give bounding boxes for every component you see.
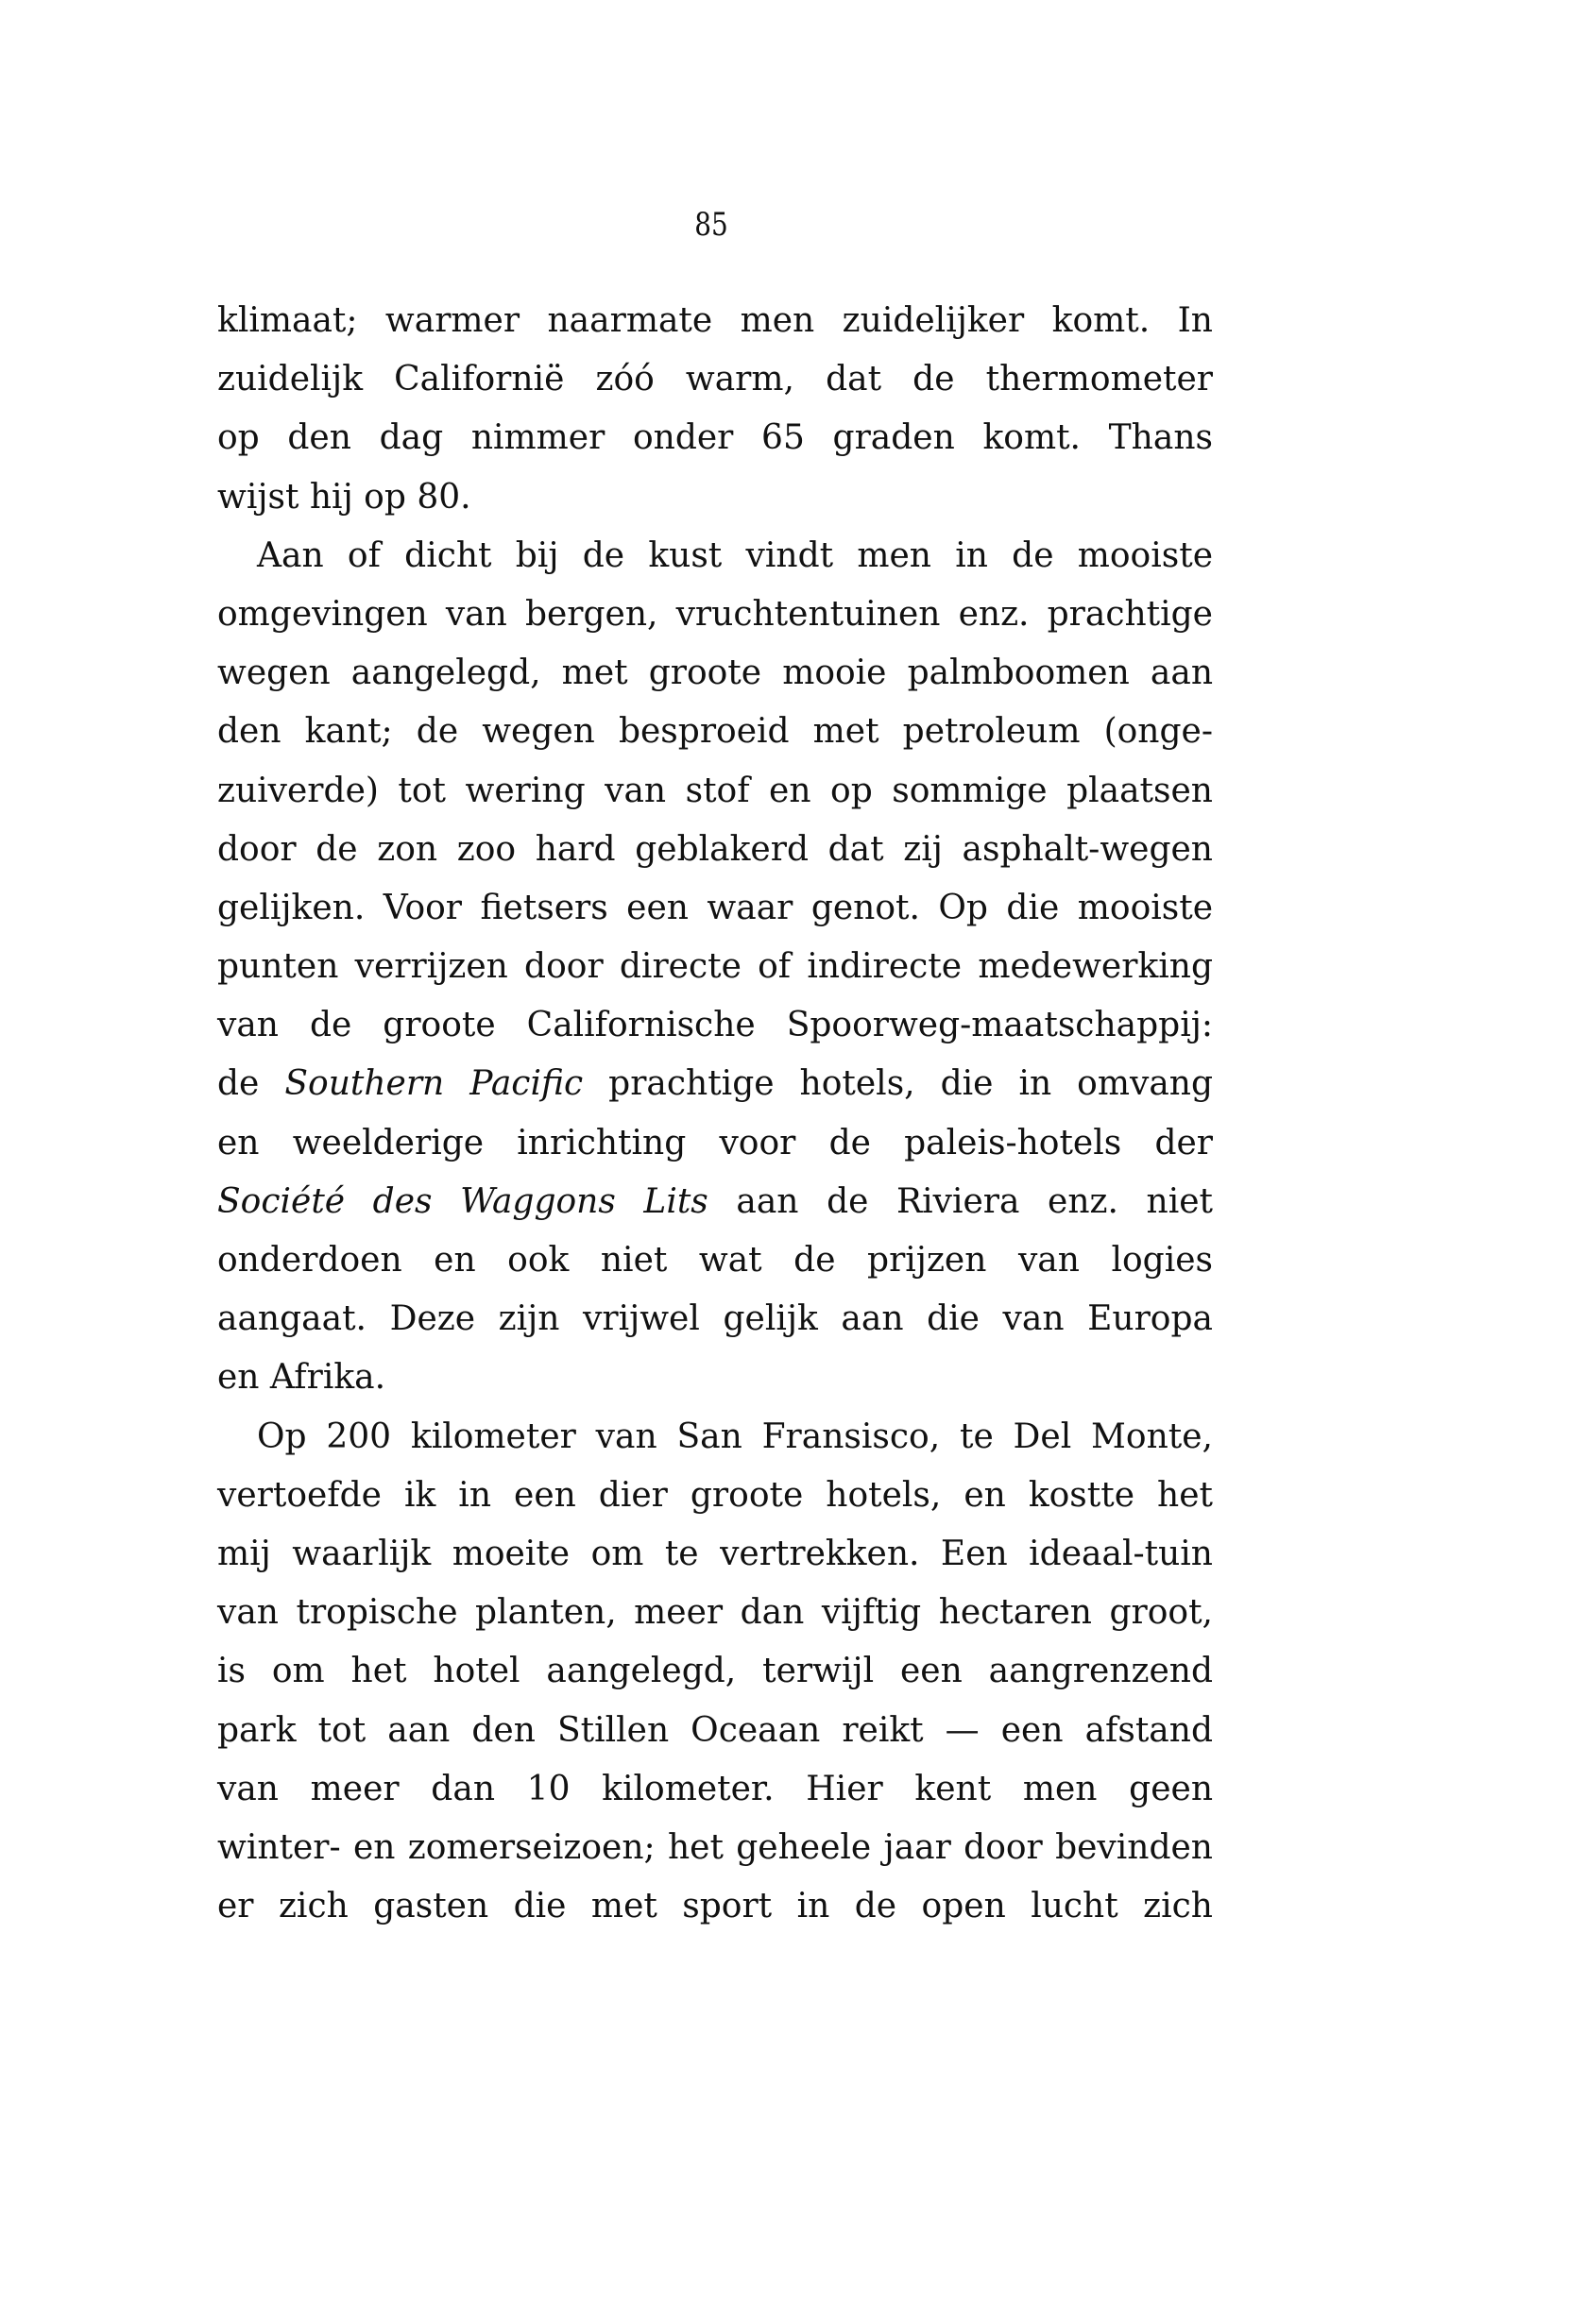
- text-segment: prachtige hotels, die in omvang: [583, 1064, 1214, 1104]
- text-line: [217, 1642, 1213, 1701]
- text-line: [217, 1231, 1213, 1290]
- text-line: [217, 996, 1213, 1055]
- text-line: [217, 879, 1213, 938]
- italic-text: Southern Pacific: [284, 1064, 584, 1104]
- text-segment: Op 200 kilometer van San Fransisco, te Del Monte,: [257, 1416, 1213, 1456]
- text-line: [217, 644, 1213, 703]
- text-segment: de: [217, 1064, 285, 1104]
- text-segment: zuidelijk Californië zóó warm, dat de thermometer: [217, 360, 1213, 399]
- text-segment: van de groote Californische Spoorweg-maatschappij:: [217, 1006, 1213, 1045]
- text-segment: van meer dan 10 kilometer. Hier kent men geen: [217, 1769, 1213, 1808]
- text-segment: op den dag nimmer onder 65 graden komt. Thans: [217, 418, 1213, 458]
- text-line: [217, 1114, 1213, 1173]
- text-line: [217, 1525, 1213, 1584]
- text-segment: omgevingen van bergen, vruchtentuinen enz. prachtige: [217, 594, 1213, 634]
- text-line: [217, 938, 1213, 996]
- text-segment: vertoefde ik in een dier groote hotels, en kostte het: [217, 1475, 1213, 1515]
- text-line: [217, 292, 1213, 350]
- text-segment: gelijken. Voor fietsers een waar genot. Op die mooiste: [217, 888, 1213, 927]
- text-line: [217, 585, 1213, 644]
- text-segment: en weelderige inrichting voor de paleis-hotels der: [217, 1123, 1213, 1162]
- text-line: [217, 762, 1213, 821]
- text-line: [217, 1290, 1213, 1349]
- text-segment: wegen aangelegd, met groote mooie palmboomen aan: [217, 653, 1213, 693]
- text-line: [217, 1467, 1213, 1525]
- body-text: [217, 292, 1213, 1936]
- text-segment: is om het hotel aangelegd, terwijl een aangrenzend: [217, 1652, 1213, 1691]
- text-segment: zuiverde) tot wering van stof en op sommige plaatsen: [217, 771, 1213, 810]
- text-segment: aangaat. Deze zijn vrijwel gelijk aan die van Europa: [217, 1299, 1213, 1339]
- text-line: [217, 1819, 1213, 1877]
- text-line: [217, 350, 1213, 409]
- text-segment: winter- en zomerseizoen; het geheele jaar door bevinden: [217, 1827, 1213, 1867]
- text-segment: van tropische planten, meer dan vijftig hectaren groot,: [217, 1593, 1213, 1633]
- text-line: [217, 409, 1213, 467]
- text-segment: er zich gasten die met sport in de open lucht zich: [217, 1887, 1213, 1926]
- page-number: 85: [694, 206, 728, 244]
- text-line: [217, 1173, 1213, 1231]
- text-line: [217, 1055, 1213, 1113]
- text-segment: den kant; de wegen besproeid met petroleum (onge-: [217, 712, 1213, 752]
- text-line: [217, 1349, 1213, 1407]
- text-segment: aan de Riviera enz. niet: [708, 1181, 1213, 1221]
- text-line: [217, 468, 1213, 527]
- text-line: [217, 1584, 1213, 1642]
- text-line: [217, 527, 1213, 585]
- text-line: [217, 1408, 1213, 1467]
- text-segment: punten verrijzen door directe of indirecte medewerking: [217, 947, 1213, 987]
- text-line: [217, 1702, 1213, 1760]
- text-segment: park tot aan den Stillen Oceaan reikt — een afstand: [217, 1710, 1213, 1750]
- text-segment: onderdoen en ook niet wat de prijzen van logies: [217, 1241, 1213, 1280]
- text-segment: Aan of dicht bij de kust vindt men in de mooiste: [257, 535, 1213, 575]
- italic-text: Société des Waggons Lits: [217, 1181, 708, 1221]
- text-line: [217, 703, 1213, 761]
- text-segment: mij waarlijk moeite om te vertrekken. Een ideaal-tuin: [217, 1534, 1213, 1573]
- text-line: [217, 821, 1213, 879]
- text-segment: wijst hij op 80.: [217, 477, 471, 517]
- text-line: [217, 1760, 1213, 1819]
- text-segment: door de zon zoo hard geblakerd dat zij asphalt-wegen: [217, 829, 1213, 869]
- text-line: [217, 1877, 1213, 1936]
- text-segment: en Afrika.: [217, 1358, 386, 1398]
- text-segment: klimaat; warmer naarmate men zuidelijker komt. In: [217, 301, 1213, 340]
